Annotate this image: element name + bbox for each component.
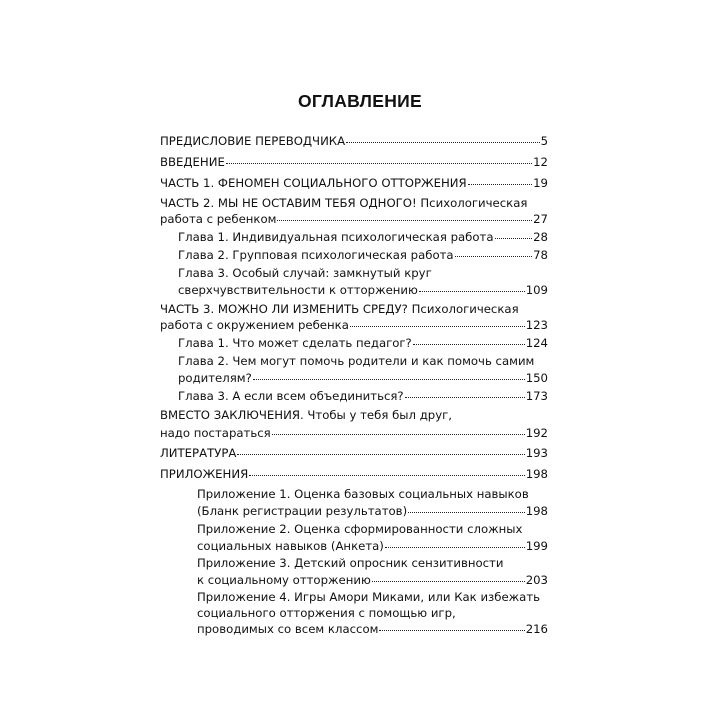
dot-leader bbox=[350, 325, 525, 327]
toc-entry-page: 198 bbox=[525, 467, 548, 481]
toc-entry-page: 198 bbox=[525, 504, 548, 518]
toc-entry-part-3-chapter-2-line-1: Глава 2. Чем могут помочь родители и как помочь самим bbox=[178, 354, 535, 368]
toc-entry-page: 78 bbox=[533, 248, 548, 262]
toc-entry-part-2-chapter-3-line-1: Глава 3. Особый случай: замкнутый круг bbox=[178, 266, 432, 280]
toc-entry-appendix-2-line-1: Приложение 2. Оценка сформированности сложных bbox=[197, 522, 523, 536]
toc-entry-page: 193 bbox=[525, 446, 548, 460]
toc-entry-page: 150 bbox=[525, 371, 548, 385]
toc-entry-page: 123 bbox=[525, 318, 548, 332]
dot-leader bbox=[226, 162, 532, 164]
dot-leader bbox=[419, 290, 525, 292]
toc-entry-page: 173 bbox=[525, 389, 548, 403]
toc-entry-page: 5 bbox=[540, 134, 548, 148]
toc-entry-part-2 bbox=[160, 212, 548, 226]
toc-entry-page: 199 bbox=[525, 539, 548, 553]
toc-entry-appendix-1 bbox=[197, 504, 548, 518]
toc-entry-part-3 bbox=[160, 318, 548, 332]
toc-entry-preface bbox=[160, 134, 548, 148]
toc-entry-title: ПРИЛОЖЕНИЯ bbox=[160, 467, 249, 481]
toc-entry-appendix-3 bbox=[197, 573, 548, 587]
toc-entry-title: Глава 2. Групповая психологическая работа bbox=[178, 248, 454, 262]
toc-entry-page: 27 bbox=[533, 212, 548, 226]
toc-entry-part-2-chapter-3 bbox=[178, 283, 548, 297]
toc-entry-page: 109 bbox=[525, 283, 548, 297]
toc-entry-part-3-chapter-3 bbox=[178, 389, 548, 403]
dot-leader bbox=[253, 378, 525, 380]
toc-entry-page: 192 bbox=[525, 426, 548, 440]
toc-entry-part-3-chapter-1 bbox=[178, 336, 548, 350]
dot-leader bbox=[346, 141, 539, 143]
toc-entry-page: 203 bbox=[525, 573, 548, 587]
toc-entry-appendices bbox=[160, 467, 548, 481]
toc-entry-literature bbox=[160, 446, 548, 460]
toc-entry-title: родителям? bbox=[178, 371, 252, 385]
toc-entry-title: Глава 3. А если всем объединиться? bbox=[178, 389, 404, 403]
toc-entry-part-1 bbox=[160, 176, 548, 190]
toc-entry-page: 12 bbox=[533, 155, 548, 169]
toc-entry-page: 28 bbox=[533, 230, 548, 244]
page-title: ОГЛАВЛЕНИЕ bbox=[297, 91, 423, 111]
toc-entry-conclusion-line-1: ВМЕСТО ЗАКЛЮЧЕНИЯ. Чтобы у тебя был друг, bbox=[160, 408, 452, 422]
toc-entry-part-2-chapter-2 bbox=[178, 248, 548, 262]
toc-entry-appendix-4 bbox=[197, 622, 548, 636]
toc-entry-title: ЛИТЕРАТУРА bbox=[160, 446, 237, 460]
toc-entry-conclusion bbox=[160, 426, 548, 440]
dot-leader bbox=[413, 343, 525, 345]
toc-entry-title: ЧАСТЬ 1. ФЕНОМЕН СОЦИАЛЬНОГО ОТТОРЖЕНИЯ bbox=[160, 176, 467, 190]
toc-entry-page: 216 bbox=[525, 622, 548, 636]
toc-entry-title: проводимых со всем классом bbox=[197, 622, 379, 636]
dot-leader bbox=[408, 511, 525, 513]
toc-entry-title: (Бланк регистрации результатов) bbox=[197, 504, 408, 518]
dot-leader bbox=[455, 255, 533, 257]
dot-leader bbox=[379, 629, 524, 631]
toc-entry-part-2-line-1: ЧАСТЬ 2. МЫ НЕ ОСТАВИМ ТЕБЯ ОДНОГО! Психологическая bbox=[160, 196, 528, 210]
dot-leader bbox=[277, 219, 532, 221]
toc-entry-title: Глава 1. Что может сделать педагог? bbox=[178, 336, 412, 350]
toc-entry-appendix-2 bbox=[197, 539, 548, 553]
toc-entry-appendix-3-line-1: Приложение 3. Детский опросник сензитивности bbox=[197, 556, 504, 570]
toc-entry-title: к социальному отторжению bbox=[197, 573, 371, 587]
toc-entry-page: 124 bbox=[525, 336, 548, 350]
toc-entry-title: работа с ребенком bbox=[160, 212, 277, 226]
toc-entry-page: 19 bbox=[533, 176, 548, 190]
toc-entry-part-3-line-1: ЧАСТЬ 3. МОЖНО ЛИ ИЗМЕНИТЬ СРЕДУ? Психологическая bbox=[160, 302, 519, 316]
toc-entry-title: ПРЕДИСЛОВИЕ ПЕРЕВОДЧИКА bbox=[160, 134, 346, 148]
dot-leader bbox=[272, 433, 525, 435]
dot-leader bbox=[249, 474, 524, 476]
toc-entry-part-3-chapter-2 bbox=[178, 371, 548, 385]
toc-entry-appendix-1-line-1: Приложение 1. Оценка базовых социальных навыков bbox=[197, 487, 529, 501]
dot-leader bbox=[405, 396, 525, 398]
toc-entry-title: ВВЕДЕНИЕ bbox=[160, 155, 225, 169]
toc-entry-appendix-4-line-1: Приложение 4. Игры Амори Миками, или Как избежать bbox=[197, 590, 541, 604]
dot-leader bbox=[372, 580, 525, 582]
toc-entry-appendix-4-line-2: социального отторжения с помощью игр, bbox=[197, 606, 456, 620]
toc-entry-title: надо постараться bbox=[160, 426, 271, 440]
dot-leader bbox=[468, 183, 532, 185]
toc-entry-title: работа с окружением ребенка bbox=[160, 318, 349, 332]
toc-entry-title: Глава 1. Индивидуальная психологическая работа bbox=[178, 230, 494, 244]
dot-leader bbox=[495, 237, 533, 239]
toc-entry-title: социальных навыков (Анкета) bbox=[197, 539, 384, 553]
dot-leader bbox=[237, 453, 524, 455]
toc-entry-title: сверхчувствительности к отторжению bbox=[178, 283, 418, 297]
toc-entry-introduction bbox=[160, 155, 548, 169]
dot-leader bbox=[385, 546, 525, 548]
toc-entry-part-2-chapter-1 bbox=[178, 230, 548, 244]
